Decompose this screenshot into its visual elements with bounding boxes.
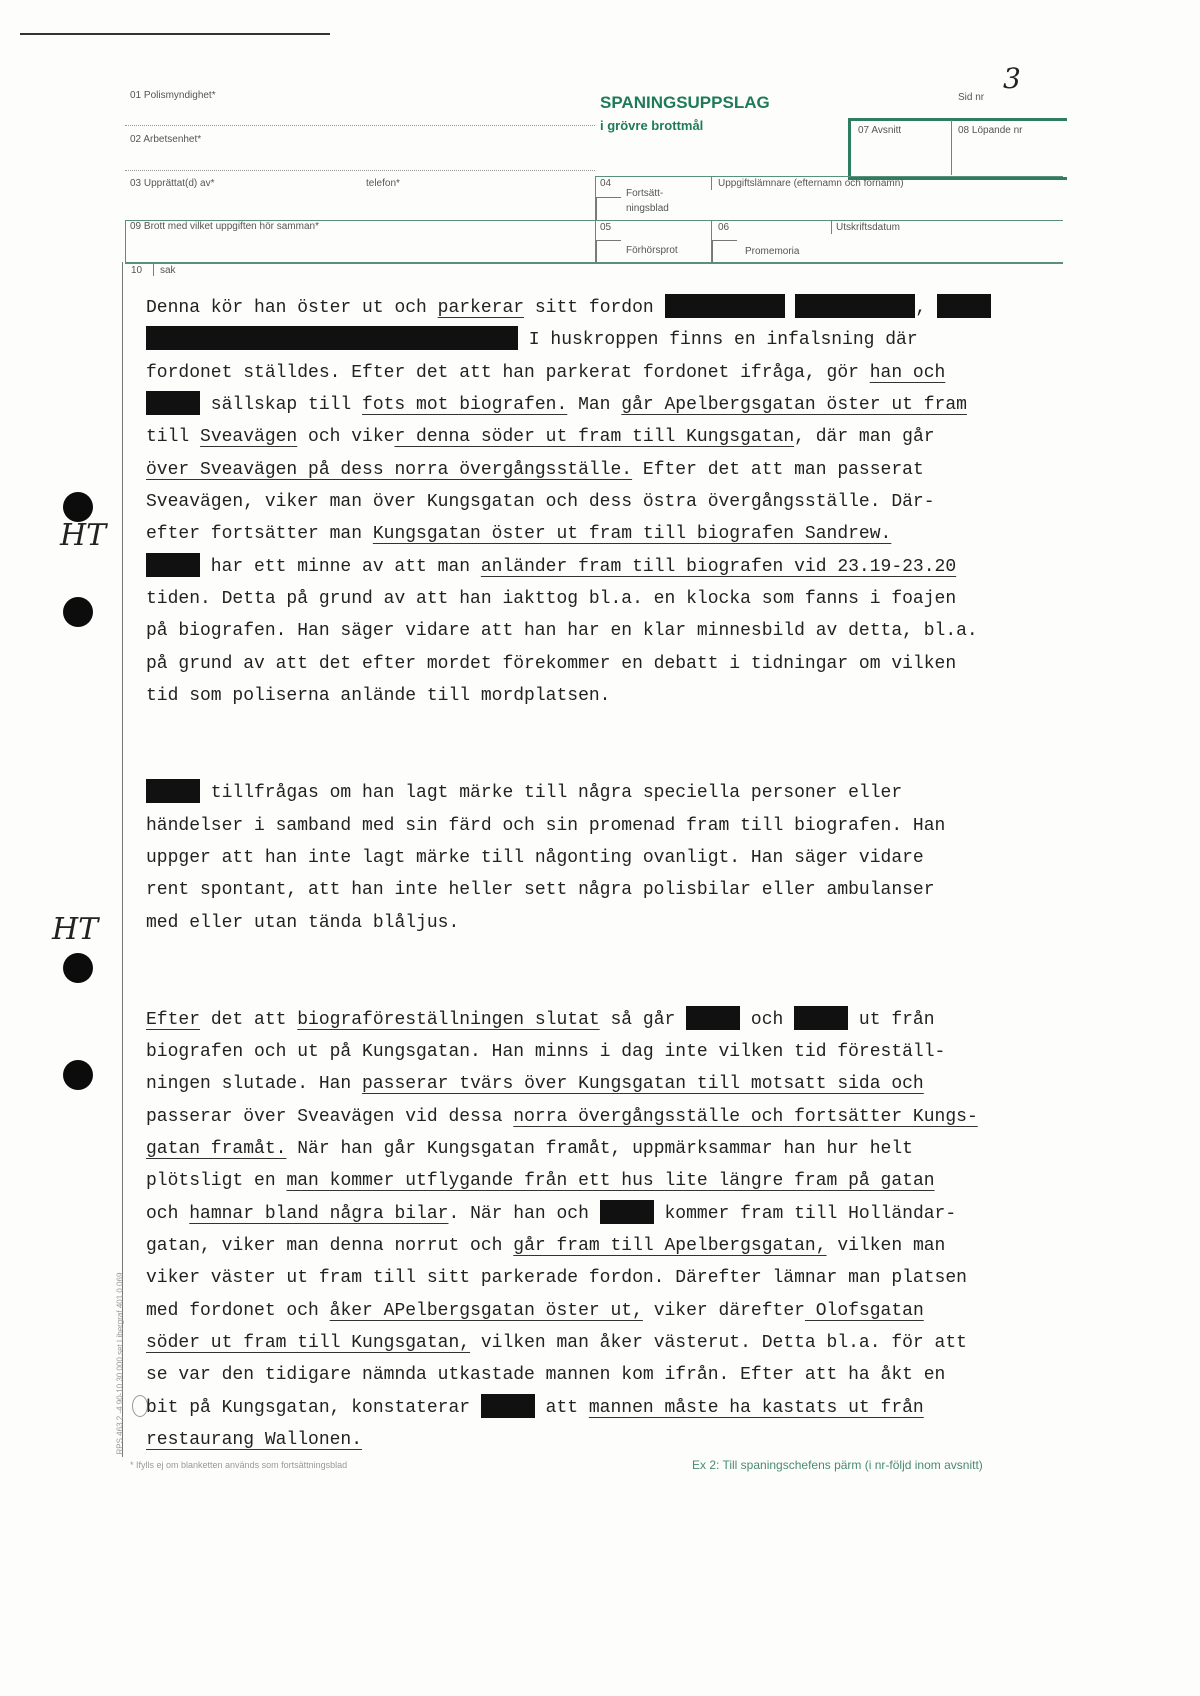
underlined-text: anländer fram till biografen vid 23.19-23.20: [480, 556, 957, 577]
text-segment: på biografen. Han säger vidare att han har en klar minnesbild av detta, bl.a.: [146, 621, 978, 642]
underlined-text: hamnar bland några bilar: [189, 1203, 449, 1224]
underlined-text: gatan framåt.: [146, 1138, 287, 1159]
redaction-bar: [481, 1394, 535, 1418]
text-line: [146, 324, 1046, 356]
text-line: [146, 1004, 1046, 1036]
redaction-bar: [794, 1006, 848, 1030]
text-segment: så går: [599, 1009, 687, 1030]
text-segment: efter fortsätter man: [146, 524, 373, 545]
text-segment: ,: [915, 298, 937, 318]
redaction-bar: [146, 779, 200, 803]
text-segment: och vike: [297, 427, 395, 448]
text-segment: tid som poliserna anlände till mordplatsen.: [146, 686, 611, 707]
text-segment: tiden. Detta på grund av att han iakttog bl.a. en klocka som fanns i foajen: [146, 589, 957, 610]
underlined-text: norra övergångsställe och fortsätter Kungs-: [513, 1106, 978, 1127]
text-line: [146, 810, 1046, 842]
paragraph: [146, 777, 1046, 939]
underlined-text: Efter: [146, 1009, 201, 1030]
paragraph: [146, 292, 1046, 712]
form-subtitle: i grövre brottmål: [600, 118, 704, 133]
underlined-text: Kungsgatan öster ut fram till biografen Sandrew.: [372, 524, 892, 545]
text-segment: [785, 298, 796, 318]
field-lopande-nr: 08 Löpande nr: [958, 125, 1023, 136]
text-line: [146, 357, 1046, 389]
underlined-text: r denna söder ut fram till Kungsgatan: [394, 427, 795, 448]
redaction-bar: [665, 294, 785, 318]
redaction-bar: [937, 294, 991, 318]
redaction-bar: [146, 326, 518, 350]
form-title: SPANINGSUPPSLAG: [600, 93, 770, 112]
footer-note: * Ifylls ej om blanketten används som fortsättningsblad: [130, 1460, 348, 1470]
text-segment: plötsligt en: [146, 1171, 287, 1192]
label-fortsattningsblad: Fortsätt- ningsblad: [626, 188, 669, 214]
redaction-bar: [795, 294, 915, 318]
text-line: [146, 518, 1046, 550]
text-segment: sällskap till: [200, 395, 363, 416]
text-segment: och: [740, 1009, 795, 1030]
handwritten-initials: HT: [60, 518, 107, 553]
underlined-text: passerar tvärs över Kungsgatan till motsatt sida och: [362, 1074, 924, 1095]
footer-copy: Ex 2: Till spaningschefens pärm (i nr-följd inom avsnitt): [692, 1458, 983, 1472]
label-forhorsprot: Förhörsprot: [626, 245, 678, 256]
text-segment: rent spontant, att han inte heller sett några polisbilar eller ambulanser: [146, 880, 935, 901]
text-line: [146, 1392, 1046, 1424]
text-segment: och: [146, 1203, 190, 1224]
text-line: [146, 1230, 1046, 1262]
text-segment: med eller utan tända blåljus.: [146, 912, 460, 933]
underlined-text: han och: [869, 362, 946, 383]
text-line: [146, 486, 1046, 518]
text-line: [146, 842, 1046, 874]
punch-hole: [63, 1060, 93, 1090]
text-segment: på grund av att det efter mordet förekommer en debatt i tidningar om vilken: [146, 653, 957, 674]
underlined-text: åker APelbergsgatan öster ut,: [329, 1300, 643, 1321]
redaction-bar: [146, 553, 200, 577]
text-line: [146, 292, 1046, 324]
text-segment: till: [146, 427, 201, 448]
text-segment: viker därefter: [642, 1300, 805, 1321]
text-line: [146, 389, 1046, 421]
divider: [125, 125, 595, 126]
handwritten-initials: HT: [52, 912, 99, 947]
underlined-text: Sveavägen: [200, 427, 298, 448]
underlined-text: går fram till Apelbergsgatan,: [513, 1235, 827, 1256]
redaction-bar: [146, 391, 200, 415]
text-line: [146, 1262, 1046, 1294]
document-body: [146, 292, 1046, 1489]
text-line: [146, 680, 1046, 712]
text-segment: det att: [200, 1009, 298, 1030]
text-segment: gatan, viker man denna norrut och: [146, 1235, 514, 1256]
text-segment: vilken man åker västerut. Detta bl.a. för att: [470, 1333, 967, 1353]
text-segment: se var den tidigare nämnda utkastade mannen kom ifrån. Efter att ha åkt en: [146, 1365, 946, 1386]
text-line: [146, 777, 1046, 809]
text-segment: kommer fram till Holländar-: [653, 1203, 957, 1224]
redaction-bar: [686, 1006, 740, 1030]
underlined-text: parkerar: [437, 298, 525, 318]
form-code: RPS 463.2 -4 90-10 30 000 set Libergraf 401 0 069: [115, 1272, 125, 1455]
text-segment: bit på Kungsgatan, konstaterar: [146, 1397, 481, 1418]
text-line: [146, 1424, 1046, 1456]
field-arbetsenhet: 02 Arbetsenhet*: [130, 134, 202, 145]
underlined-text: biograföreställningen slutat: [297, 1009, 600, 1030]
text-segment: ningen slutade. Han: [146, 1074, 363, 1095]
text-segment: vilken man: [826, 1235, 946, 1256]
text-segment: När han går Kungsgatan framåt, uppmärksammar han hur helt: [286, 1138, 913, 1159]
text-line: [146, 648, 1046, 680]
text-segment: fordonet ställdes. Efter det att han parkerat fordonet ifråga, gör: [146, 362, 870, 383]
text-line: [146, 454, 1046, 486]
text-segment: uppger att han inte lagt märke till någonting ovanligt. Han säger vidare: [146, 847, 924, 868]
underlined-text: över Sveavägen på dess norra övergångsställe.: [146, 459, 633, 480]
text-segment: , där man går: [794, 427, 935, 448]
underlined-text: Olofsgatan: [804, 1300, 924, 1321]
text-segment: viker väster ut fram till sitt parkerade fordon. Därefter lämnar man platsen: [146, 1268, 967, 1289]
field-sak: sak: [160, 265, 176, 276]
text-segment: I huskroppen finns en infalsning där: [518, 330, 918, 351]
underlined-text: fots mot biografen.: [362, 395, 568, 416]
punch-hole: [63, 953, 93, 983]
text-segment: passerar över Sveavägen vid dessa: [146, 1106, 514, 1127]
text-line: [146, 1359, 1046, 1391]
field-10: 10: [131, 265, 143, 276]
text-segment: att: [534, 1397, 589, 1418]
text-segment: med fordonet och: [146, 1300, 330, 1321]
text-segment: har ett minne av att man: [200, 556, 481, 577]
text-line: [146, 874, 1046, 906]
field-06: 06: [718, 222, 730, 233]
field-04: 04: [600, 178, 612, 189]
text-line: [146, 1327, 1046, 1359]
field-avsnitt: 07 Avsnitt: [858, 125, 902, 136]
page-number: 3: [1003, 62, 1021, 95]
checkbox-fortsattningsblad[interactable]: [596, 197, 621, 220]
text-line: [146, 1036, 1046, 1068]
text-line: [146, 1101, 1046, 1133]
text-segment: Denna kör han öster ut och: [146, 298, 438, 318]
text-segment: tillfrågas om han lagt märke till några speciella personer eller: [200, 783, 903, 804]
text-segment: Efter det att man passerat: [632, 459, 924, 480]
scan-artifact-line: [20, 33, 330, 35]
redaction-bar: [600, 1200, 654, 1224]
text-segment: Man: [567, 395, 622, 416]
text-segment: sitt fordon: [524, 298, 665, 318]
field-brott: 09 Brott med vilket uppgiften hör samman*: [130, 221, 319, 232]
field-05: 05: [600, 222, 612, 233]
underlined-text: restaurang Wallonen.: [146, 1430, 363, 1451]
text-line: [146, 583, 1046, 615]
text-segment: biografen och ut på Kungsgatan. Han minns i dag inte vilken tid föreställ-: [146, 1041, 946, 1062]
field-polismyndighet: 01 Polismyndighet*: [130, 90, 216, 101]
field-upprattad-av: 03 Upprättat(d) av*: [130, 178, 215, 189]
underlined-text: går Apelbergsgatan öster ut fram: [621, 395, 967, 416]
field-uppgiftslamnare: Uppgiftslämnare (efternamn och förnamn): [718, 178, 904, 189]
text-line: [146, 1295, 1046, 1327]
divider: [125, 170, 595, 171]
paragraph: [146, 1004, 1046, 1457]
text-line: [146, 421, 1046, 453]
underlined-text: mannen måste ha kastats ut från: [588, 1397, 924, 1418]
text-line: [146, 907, 1046, 939]
checkbox-promemoria[interactable]: [712, 240, 737, 263]
text-line: [146, 1165, 1046, 1197]
underlined-text: man kommer utflygande från ett hus lite längre fram på gatan: [286, 1171, 935, 1192]
field-utskriftsdatum: Utskriftsdatum: [836, 222, 900, 233]
checkbox-forhorsprot[interactable]: [596, 240, 621, 263]
text-line: [146, 1068, 1046, 1100]
text-line: [146, 1133, 1046, 1165]
punch-hole: [63, 597, 93, 627]
text-segment: händelser i samband med sin färd och sin promenad fram till biografen. Han: [146, 815, 946, 836]
text-segment: ut från: [848, 1009, 935, 1030]
field-telefon: telefon*: [366, 178, 400, 189]
text-segment: . När han och: [448, 1203, 600, 1224]
text-segment: Sveavägen, viker man över Kungsgatan och dess östra övergångsställe. Där-: [146, 492, 935, 513]
page-number-label: Sid nr: [958, 92, 985, 103]
text-line: [146, 615, 1046, 647]
text-line: [146, 1198, 1046, 1230]
underlined-text: söder ut fram till Kungsgatan,: [146, 1333, 471, 1353]
text-line: [146, 551, 1046, 583]
label-promemoria: Promemoria: [745, 246, 800, 257]
